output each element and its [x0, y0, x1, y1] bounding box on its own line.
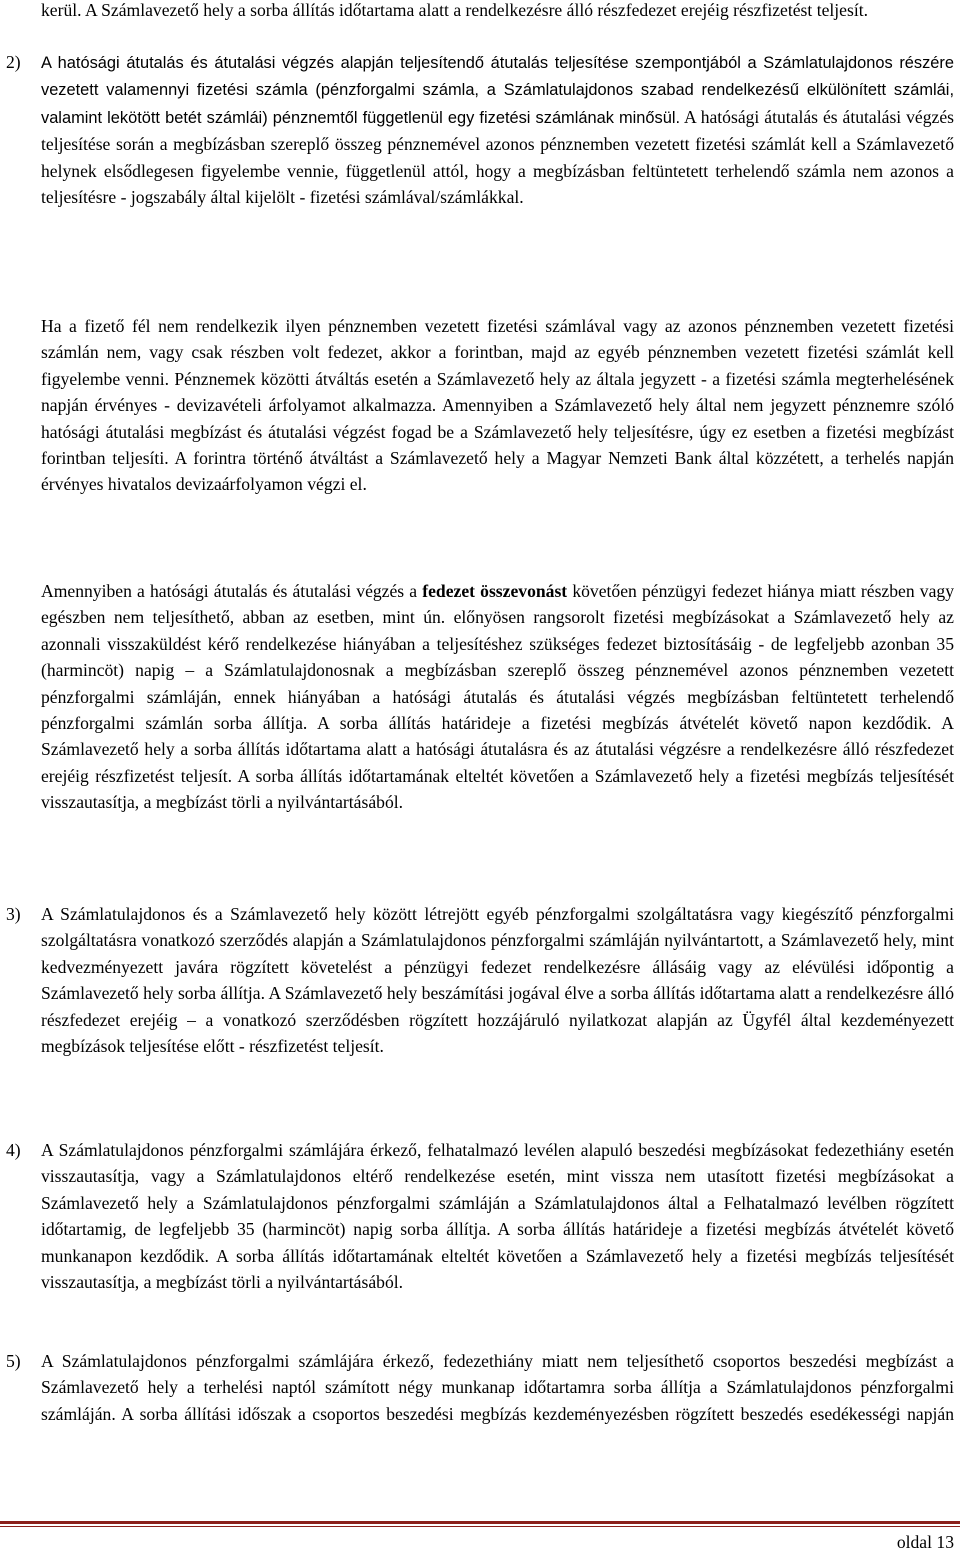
- section-3-number: 3): [6, 904, 21, 924]
- section-5-number: 5): [6, 1351, 21, 1371]
- section-2-paragraph-1-serif: A hatósági átutalás és átutalási végzés teljesítése során a megbízásban szereplő összeg pénznemével azonos pénznemben vezetett fizetési számlát kell a Számlavezető helynek elsődlegesen figyelembe vennie, függetlenül attól, hogy a megbízásban feltüntetett terhelendő számla nem azonos a teljesítésre - jogszabály által kijelölt - fizetési számlával/számlákkal.: [41, 106, 954, 208]
- section-4-paragraph: A Számlatulajdonos pénzforgalmi számlájára érkező, felhatalmazó levélen alapuló beszedési megbízásokat fedezethiány esetén visszautasítja, vagy a Számlatulajdonos eltérő rendelkezése esetén, mint vissza nem utasított fizetési megbízásokat a Számlavezető hely a Számlatulajdonos pénzforgalmi számláján a Számlatulajdonos által a Felhatalmazó levélben rögzített időtartamig, de legfeljebb 35 (harmincöt) napig sorba állítja. A sorba állítás határideje a fizetési megbízás átvételét követő munkanapon kezdődik. A sorba állítás időtartamának elteltét követően a Számlavezető hely a fizetési megbízás teljesítését visszautasítja, a megbízást törli a nyilvántartásából.: [41, 1140, 954, 1293]
- footer-rule-thin: [0, 1526, 960, 1527]
- section-2-paragraph-3-bold: fedezet összevonást: [422, 581, 568, 601]
- section-2-paragraph-1-sans: A hatósági átutalás és átutalási végzés alapján teljesítendő átutalás teljesítése szempontjából a Számlatulajdonos részére vezetett valamennyi fizetési számla (pénzforgalmi számla, a Számlatulajdonos szabad rendelkezésű elkülönített számlái, valamint lekötött betét számlái) pénznemtől függetlenül egy fizetési számlának minősül.: [41, 54, 954, 127]
- section-2-number: 2): [6, 52, 21, 72]
- page-number: oldal 13: [896, 1532, 954, 1552]
- section-2-paragraph-3-start: Amennyiben a hatósági átutalás és átutalási végzés a: [41, 581, 423, 601]
- section-5-paragraph: A Számlatulajdonos pénzforgalmi számlájára érkező, fedezethiány miatt nem teljesíthető csoportos beszedési megbízást a Számlavezető hely a terhelési naptól számított négy munkanap időtartamra sorba állítja a Számlatulajdonos pénzforgalmi számláján. A sorba állítási időszak a csoportos beszedési megbízás kezdeményezésben rögzített beszedés esedékességi napján: [41, 1351, 954, 1424]
- section-2-paragraph-2: Ha a fizető fél nem rendelkezik ilyen pénznemben vezetett fizetési számlával vagy az azonos pénznemben vezetett fizetési számlán nem, vagy csak részben volt fedezet, akkor a forintban, majd az egyéb pénznemben vezetett fizetési számlát kell figyelembe venni. Pénznemek közötti átváltás esetén a Számlavezető hely az általa jegyzett - a fizetési számla megterhelésének napján érvényes - devizavételi árfolyamot alkalmazza. Amennyiben a Számlavezető hely által nem jegyzett pénznemre szóló hatósági átutalási megbízást és átutalási végzést fogad be a Számlavezető hely teljesítésre, úgy ez esetben a fizetési megbízást forintban teljesíti. A forintra történő átváltást a Számlavezető hely a Magyar Nemzeti Bank által közzétett, a terhelés napján érvényes hivatalos devizaárfolyamon végzi el.: [41, 316, 954, 495]
- footer-rule-thick: [0, 1521, 960, 1524]
- section-4-number: 4): [6, 1140, 21, 1160]
- carryover-paragraph: kerül. A Számlavezető hely a sorba állítás időtartama alatt a rendelkezésre álló részfedezet erejéig részfizetést teljesít.: [41, 0, 868, 20]
- section-2-paragraph-1: [41, 49, 954, 210]
- section-3-paragraph: A Számlatulajdonos és a Számlavezető hely között létrejött egyéb pénzforgalmi szolgáltatásra vagy kiegészítő pénzforgalmi szolgáltatásra vonatkozó szerződés alapján a Számlatulajdonos pénzforgalmi számláján nyilvántartott, a Számlavezető hely, mint kedvezményezett javára rögzített követelést a pénzügyi fedezet rendelkezésre állásáig vagy az elévülési időpontig a Számlavezető hely sorba állítja. A Számlavezető hely beszámítási jogával élve a sorba állítás időtartama alatt a rendelkezésre álló részfedezet erejéig – a vonatkozó szerződésben rögzített hozzájáruló nyilatkozat alapján az Ügyfél által kezdeményezett megbízások teljesítése előtt - részfizetést teljesít.: [41, 904, 954, 1057]
- section-2-paragraph-3-end: követően pénzügyi fedezet hiánya miatt részben vagy egészben nem teljesíthető, abban az esetben, mint ún. előnyösen rangsorolt fizetési megbízásokat a Számlavezető hely az azonnali visszaküldést kérő rendelkezése hiányában a teljesítéshez szükséges fedezet biztosításáig - de legfeljebb azonban 35 (harmincöt) napig – a Számlatulajdonosnak a megbízásban szereplő összeg pénznemével azonos pénznemben vezetett pénzforgalmi számláján, ennek hiányában a hatósági átutalás és átutalási végzés megbízásban feltüntetett terhelendő pénzforgalmi számlán sorba állítja. A sorba állítás határideje a fizetési megbízás átvételét követő napon kezdődik. A Számlavezető hely a sorba állítás időtartama alatt a hatósági átutalásra és az átutalási végzésre a rendelkezésre álló részfedezet erejéig részfizetést teljesít. A sorba állítás időtartamának elteltét követően a Számlavezető hely a fizetési megbízás teljesítését visszautasítja, a megbízást törli a nyilvántartásából.: [41, 581, 954, 813]
- section-2-paragraph-3: [41, 578, 954, 816]
